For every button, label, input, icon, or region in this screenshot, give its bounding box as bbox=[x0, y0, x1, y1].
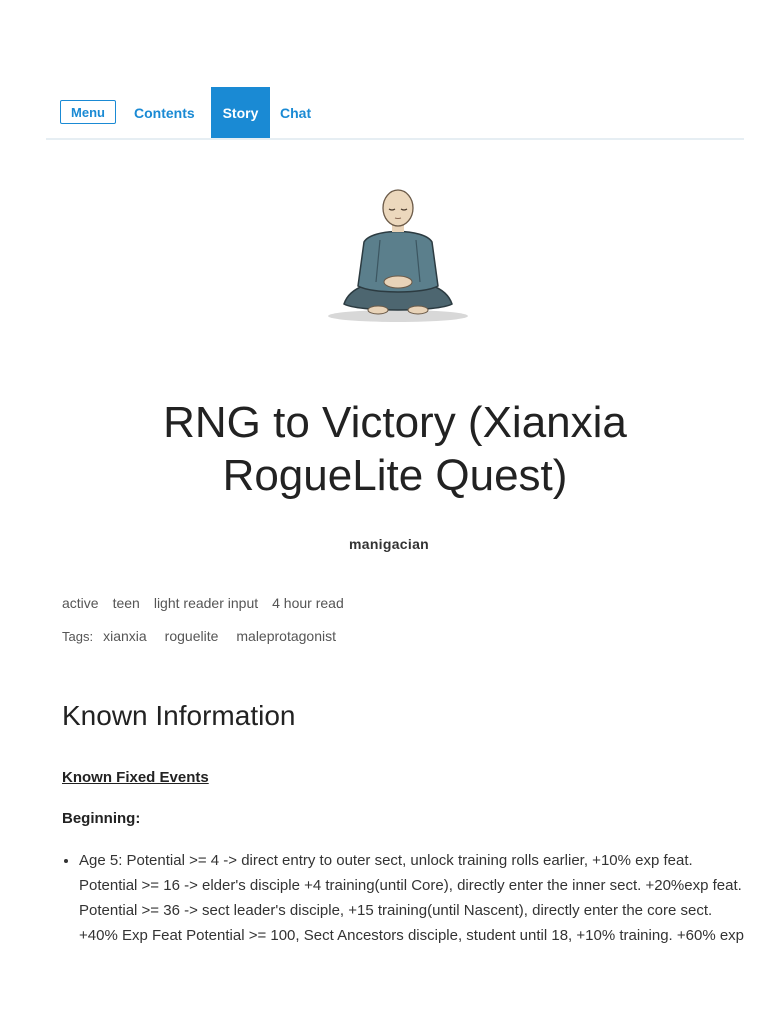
list-item: • Age 5: Potential >= 4 -> direct entry to outer sect, unlock training rolls earlier, +10% exp feat. Potential >= 16 -> elder's disciple +4 training(until Core), directly enter the inner sect. +20%exp feat. Potential >= 36 -> sect leader's disciple, +15 training(until Nascent), directly enter the core sect. +40% Exp Feat Potential >= 100, Sect Ancestors disciple, student until 18, +10% training. +60% exp bbox=[79, 848, 749, 948]
group-label: Beginning: bbox=[62, 810, 141, 827]
story-title: RNG to Victory (Xianxia RogueLite Quest) bbox=[163, 398, 627, 500]
cover-illustration bbox=[320, 182, 476, 328]
subheading: Known Fixed Events bbox=[62, 769, 209, 786]
tab-story[interactable]: Story bbox=[211, 87, 270, 138]
author-name[interactable]: manigacian bbox=[348, 536, 430, 552]
top-nav bbox=[46, 87, 744, 140]
reader-input-badge: light reader input bbox=[153, 595, 259, 611]
read-time-badge: 4 hour read bbox=[272, 595, 344, 611]
tags-row bbox=[62, 628, 344, 644]
event-list bbox=[62, 848, 749, 948]
tab-contents[interactable]: Contents bbox=[134, 104, 195, 121]
tag-link[interactable]: maleprotagonist bbox=[236, 628, 336, 644]
section-heading: Known Information bbox=[62, 700, 296, 731]
tab-chat[interactable]: Chat bbox=[280, 104, 312, 121]
tag-link[interactable]: roguelite bbox=[164, 628, 219, 644]
story-meta bbox=[62, 595, 344, 611]
tag-link[interactable]: xianxia bbox=[103, 628, 147, 644]
tags-label: Tags: bbox=[62, 629, 94, 644]
rating-badge: teen bbox=[112, 595, 140, 611]
status-badge: active bbox=[62, 595, 99, 611]
menu-button[interactable]: Menu bbox=[60, 100, 116, 124]
